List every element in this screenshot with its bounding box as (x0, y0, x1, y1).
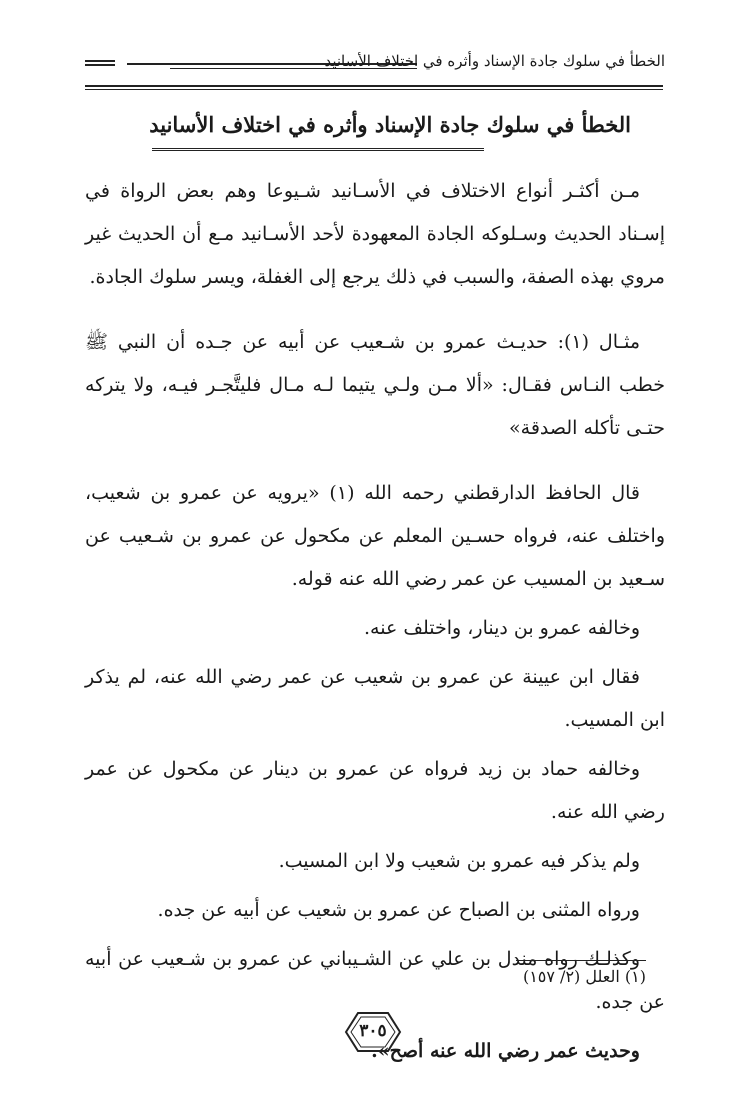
paragraph-muthanna: ورواه المثنى بن الصباح عن عمرو بن شعيب عن أبيه عن جده. (157, 899, 640, 921)
paragraph-conclusion: وحديث عمر رضي الله عنه أصح». (371, 1040, 640, 1062)
paragraph-amr-dinar: وخالفه عمرو بن دينار، واختلف عنه. (364, 617, 640, 639)
running-header (85, 52, 665, 82)
title-underline (152, 148, 484, 151)
page-number-ornament (340, 1010, 406, 1054)
footnote-rule (516, 960, 646, 961)
paragraph-example: مثـال (١): حديـث عمرو بن شـعيب عن أبيه عن جـده أن النبي ﷺ خطب النـاس فقـال: «ألا مـن ولـي يتيما لـه مـال فليتَّجـر فيـه، ولا يتركه حتـى تأكله الصدقة» (85, 331, 665, 439)
paragraph-mandal: وكذلـك رواه مندل بن علي عن الشـيباني عن عمرو بن شـعيب عن أبيه عن جده. (85, 948, 665, 1013)
chapter-title: الخطأ في سلوك جادة الإسناد وأثره في اختلاف الأسانيد (149, 112, 631, 137)
paragraph-ibn-uyayna: فقال ابن عيينة عن عمرو بن شعيب عن عمر رضي الله عنه، لم يذكر ابن المسيب. (85, 666, 665, 731)
page-number: ٣٠٥ (359, 1021, 387, 1041)
paragraph-intro: مـن أكثـر أنواع الاختلاف في الأسـانيد شـيوعا وهم بعض الرواة في إسـناد الحديث وسـلوكه الجادة المعهودة لأحد الأسـانيد مـع أن الحديث غير مروي بهذه الصفة، والسبب في ذلك يرجع إلى الغفلة، ويسر سلوك الجادة. (85, 180, 665, 288)
header-ornament (85, 60, 115, 66)
paragraph-no-mention: ولم يذكر فيه عمرو بن شعيب ولا ابن المسيب. (278, 850, 640, 872)
header-bottom-rule-thin (85, 89, 663, 90)
body-text (85, 170, 665, 1079)
footnote: (١) العلل (٢/ ١٥٧) (522, 967, 646, 986)
header-bottom-rule (85, 85, 663, 87)
running-title: الخطأ في سلوك جادة الإسناد وأثره في اختلاف الأسانيد (324, 52, 665, 70)
paragraph-hammad: وخالفه حماد بن زيد فرواه عن عمرو بن دينار عن مكحول عن عمر رضي الله عنه. (85, 758, 665, 823)
paragraph-daraqutni: قال الحافظ الدارقطني رحمه الله (١) «يرويه عن عمرو بن شعيب، واختلف عنه، فرواه حسـين المعلم عن مكحول عن عمرو بن شـعيب عن سـعيد بن المسيب عن عمر رضي الله عنه قوله. (85, 482, 665, 590)
